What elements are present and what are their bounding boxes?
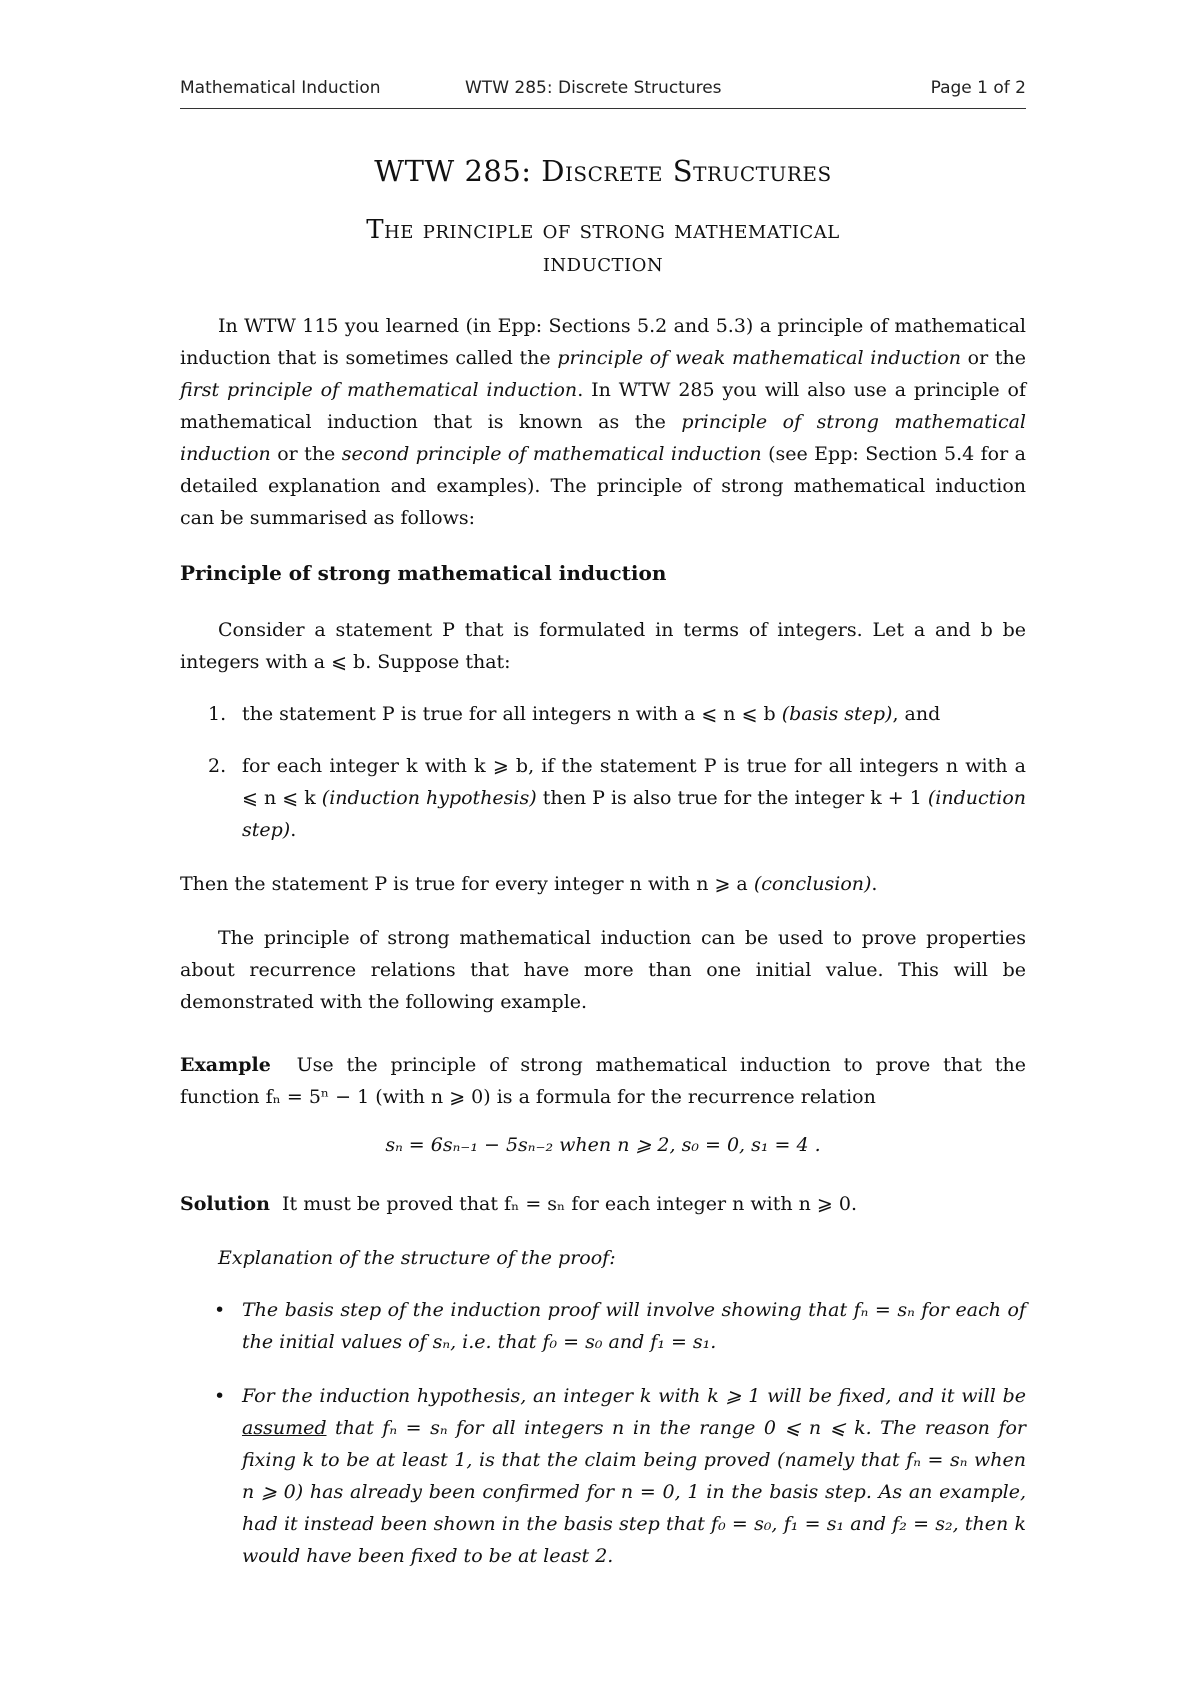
example-paragraph xyxy=(180,1049,1026,1113)
item2-text: for each integer k with k ⩾ b, if the statement P is true for all integers n with a ⩽ n ⩽ k xyxy=(242,755,1026,809)
item2-induction-step: (induction step) xyxy=(242,787,1027,841)
header-rule xyxy=(180,108,1026,109)
header-center: WTW 285: Discrete Structures xyxy=(465,78,722,98)
numbered-list-item-1 xyxy=(180,698,1026,730)
explanation-heading: Explanation of the structure of the proof: xyxy=(218,1247,616,1269)
item-number-2: 2. xyxy=(208,755,227,777)
intro-strong-term: principle of strong mathematical induction xyxy=(180,411,1026,465)
conclusion-paragraph xyxy=(180,868,1026,900)
document-title: WTW 285: Discrete Structures xyxy=(374,154,832,188)
intro-or-1: or the xyxy=(960,347,1026,369)
intro-second-term: second principle of mathematical induction xyxy=(341,443,762,465)
example-label: Example xyxy=(180,1054,271,1076)
subtitle-line-2: induction xyxy=(542,248,664,278)
numbered-list-item-2 xyxy=(180,750,1026,846)
assumed-underlined: assumed xyxy=(242,1417,327,1439)
solution-text: It must be proved that fₙ = sₙ for each integer n with n ⩾ 0. xyxy=(282,1193,858,1215)
item2-hypothesis: (induction hypothesis) xyxy=(321,787,537,809)
item1-end: , and xyxy=(892,703,941,725)
header-page-number: Page 1 of 2 xyxy=(930,78,1026,98)
intro-text-3: (see Epp: Section 5.4 for a detailed explanation and examples). The principle of strong mathematical induction can be summarised as follows: xyxy=(180,443,1026,529)
bullet-icon: • xyxy=(214,1385,226,1407)
intro-or-2: or the xyxy=(270,443,342,465)
item2-end: . xyxy=(290,819,297,841)
bullet1-text: The basis step of the induction proof will involve showing that fₙ = sₙ for each of the initial values of sₙ, i.e. that f₀ = s₀ and f₁ = s₁. xyxy=(242,1299,1026,1353)
consider-paragraph: Consider a statement P that is formulated in terms of integers. Let a and b be integers with a ⩽ b. Suppose that: xyxy=(180,619,1026,673)
section-heading: Principle of strong mathematical induction xyxy=(180,561,667,585)
recurrence-paragraph: The principle of strong mathematical induction can be used to prove properties about recurrence relations that have more than one initial value. This will be demonstrated with the following example. xyxy=(180,927,1026,1013)
then-text: Then the statement P is true for every integer n with n ⩾ a xyxy=(180,873,754,895)
intro-text-2: . In WTW 285 you will also use a principle of mathematical induction that is known as the xyxy=(180,379,1026,433)
intro-paragraph xyxy=(180,310,1026,534)
bullet2-text: For the induction hypothesis, an integer k with k ⩾ 1 will be fixed, and it will be xyxy=(242,1385,1026,1407)
subtitle-line-1: The principle of strong mathematical xyxy=(366,215,840,245)
document-subtitle xyxy=(180,214,1026,280)
item2-text-2: then P is also true for the integer k + 1 xyxy=(536,787,928,809)
header-left: Mathematical Induction xyxy=(180,78,381,98)
item1-text: the statement P is true for all integers n with a ⩽ n ⩽ b xyxy=(242,703,782,725)
intro-first-term: first principle of mathematical induction xyxy=(180,379,578,401)
solution-label: Solution xyxy=(180,1193,270,1215)
item-number-1: 1. xyxy=(208,703,227,725)
item1-basis-step: (basis step) xyxy=(781,703,893,725)
conclusion-term: (conclusion) xyxy=(753,873,872,895)
bullet2-text-2: that fₙ = sₙ for all integers n in the range 0 ⩽ n ⩽ k. The reason for fixing k to be at least 1, is that the claim being proved (namely that fₙ = sₙ when n ⩾ 0) has already been confirmed for n = 0, 1 in the basis step. As an example, had it instead been shown in the basis step that f₀ = s₀, f₁ = s₁ and f₂ = s₂, then k would have been fixed to be at least 2. xyxy=(242,1417,1026,1567)
bullet-item-2 xyxy=(180,1380,1026,1572)
intro-weak-term: principle of weak mathematical induction xyxy=(557,347,961,369)
intro-text-1: In WTW 115 you learned (in Epp: Sections 5.2 and 5.3) a principle of mathematical induction that is sometimes called the xyxy=(180,315,1026,369)
solution-paragraph xyxy=(180,1188,1026,1220)
bullet-item-1 xyxy=(180,1294,1026,1358)
recurrence-equation: sₙ = 6sₙ₋₁ − 5sₙ₋₂ when n ⩾ 2, s₀ = 0, s₁ = 4 . xyxy=(385,1134,821,1156)
bullet-icon: • xyxy=(214,1299,226,1321)
then-end: . xyxy=(871,873,878,895)
example-text: Use the principle of strong mathematical induction to prove that the function fₙ = 5ⁿ − 1 (with n ⩾ 0) is a formula for the recurrence relation xyxy=(180,1054,1026,1108)
